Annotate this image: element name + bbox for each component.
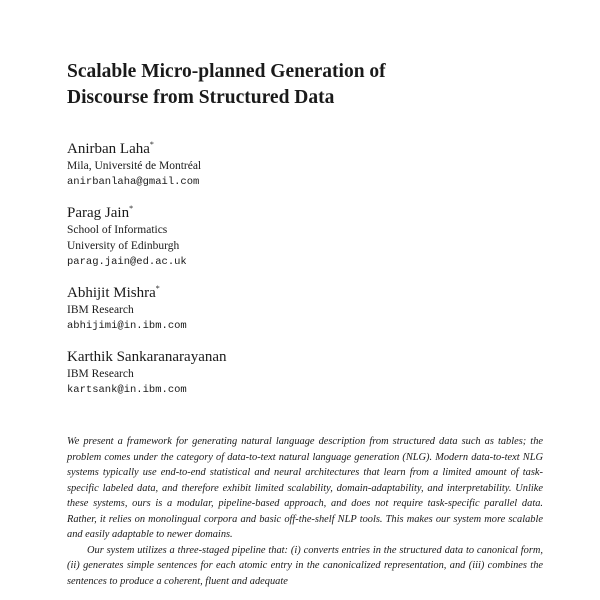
author-email: abhijimi@in.ibm.com [67, 320, 187, 332]
author-email: kartsank@in.ibm.com [67, 384, 187, 396]
equal-contribution-mark: * [155, 284, 160, 293]
paper-title [67, 59, 547, 111]
abstract [67, 434, 543, 589]
author-name: Parag Jain* [67, 204, 134, 221]
author-affiliation: IBM Research [67, 304, 134, 316]
author-name: Karthik Sankaranarayanan [67, 349, 227, 365]
author-block-3 [67, 284, 467, 334]
author-affiliation: School of Informatics [67, 224, 168, 236]
author-email: anirbanlaha@gmail.com [67, 176, 200, 188]
author-email: parag.jain@ed.ac.uk [67, 256, 187, 268]
author-block-1 [67, 140, 467, 190]
abstract-paragraph-2: Our system utilizes a three-staged pipeline that: (i) converts entries in the structured data to canonical form, (ii) generates simple sentences for each atomic entry in the canonicalized representation, and (iii) combines the sentences to produce a coherent, fluent and adequate [67, 544, 543, 587]
author-affiliation: IBM Research [67, 368, 134, 380]
author-block-2 [67, 204, 467, 270]
author-name: Anirban Laha* [67, 140, 154, 157]
title-line-1: Scalable Micro-planned Generation of [67, 61, 386, 82]
equal-contribution-mark: * [129, 204, 134, 213]
author-affiliation: Mila, Université de Montréal [67, 160, 202, 172]
equal-contribution-mark: * [149, 140, 154, 149]
author-affiliation: University of Edinburgh [67, 240, 180, 252]
abstract-paragraph-1: We present a framework for generating natural language description from structured data such as tables; the problem comes under the category of data-to-text natural language generation (NLG). Modern data-to-text NLG systems typically use end-to-end statistical and neural architectures that learn from a limited amount of task-specific labeled data, and therefore exhibit limited scalability, domain-adaptability, and interpretability. Unlike these systems, ours is a modular, pipeline-based approach, and does not require task-specific parallel data. Rather, it relies on monolingual corpora and basic off-the-shelf NLP tools. This makes our system more scalable and easily adaptable to newer domains. [67, 436, 543, 540]
title-line-2: Discourse from Structured Data [67, 87, 335, 108]
author-block-4 [67, 348, 467, 398]
author-name: Abhijit Mishra* [67, 284, 160, 301]
